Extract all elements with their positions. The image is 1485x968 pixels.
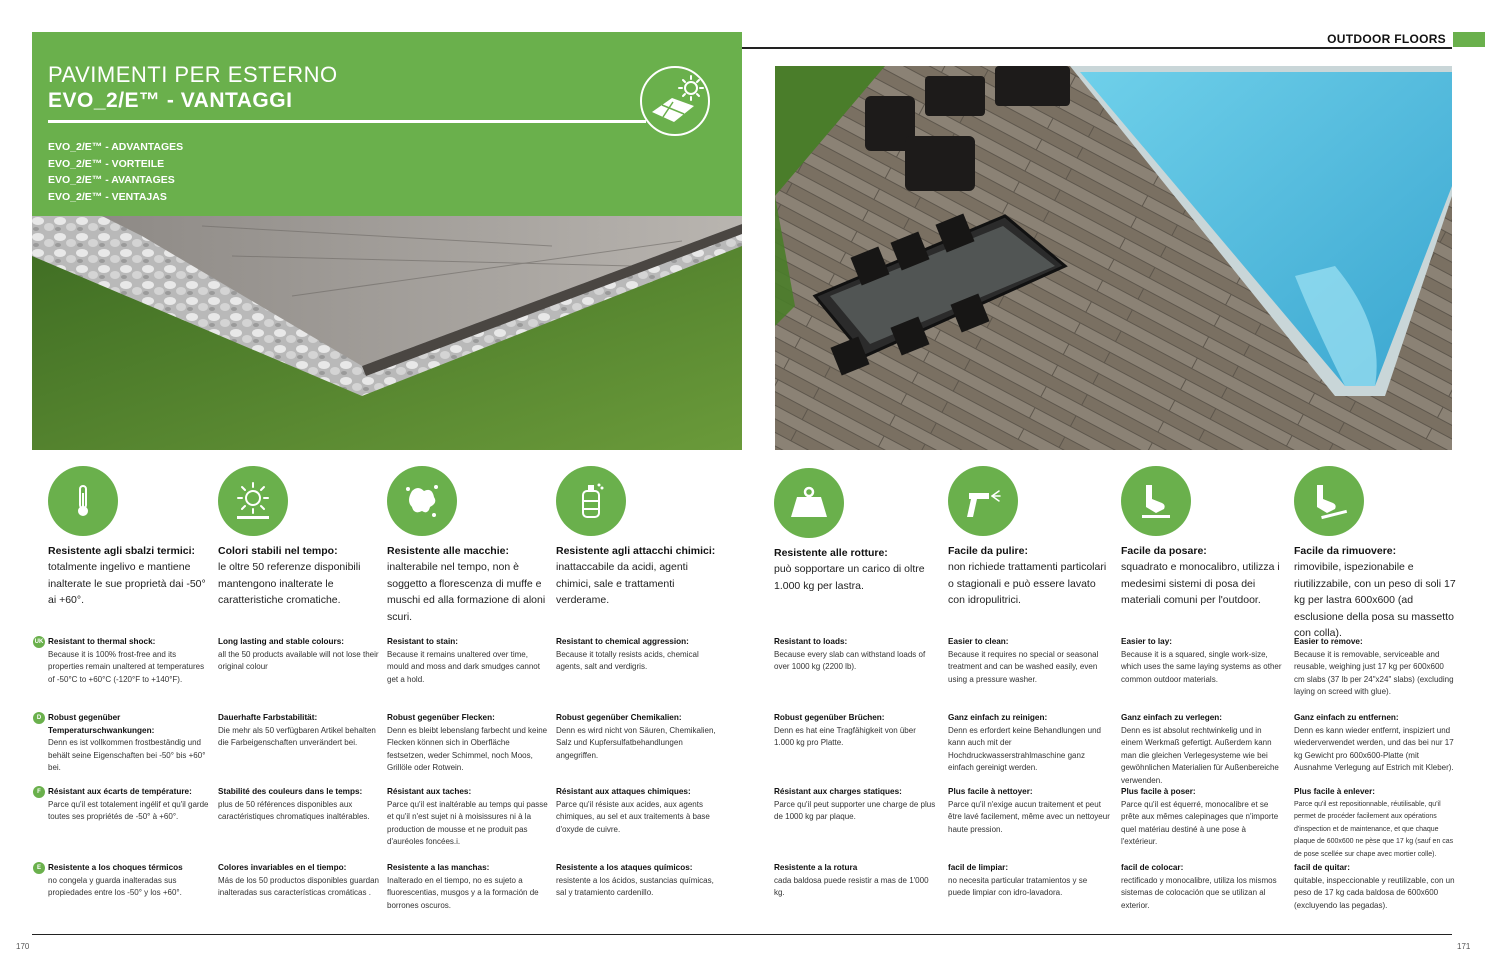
stain-icon <box>387 466 457 536</box>
pool-deck-photo <box>775 66 1452 450</box>
feature-title: Facile da posare: <box>1121 545 1207 557</box>
section-tag: OUTDOOR FLOORS <box>1327 32 1446 46</box>
hero-subtitle: EVO_2/E™ - VANTAGGI <box>48 89 293 112</box>
feature-desc: totalmente ingelivo e mantiene inalterate le sue proprietà dai -50° ai +60°. <box>48 561 206 606</box>
feature-title: Resistente agli sbalzi termici: <box>48 545 196 557</box>
translation-es: Resistente a las manchas: Inalterado en el tiempo, no es sujeto a fluorescentias, musgos y a la formación de borrones oscuros. <box>387 863 539 910</box>
hero-translation: EVO_2/E™ - ADVANTAGES <box>48 141 184 153</box>
section-tag-marker <box>1453 32 1485 47</box>
feature-desc: le oltre 50 referenze disponibili mantengono inalterate le caratteristiche cromatiche. <box>218 561 361 606</box>
translation-de: Ganz einfach zu reinigen: Denn es erfordert keine Behandlungen und kann auch mit der Hochdruckwasserstrahlmaschine ganz einfach gereinigt werden. <box>948 713 1101 772</box>
translation-de: Dauerhafte Farbstabilität: Die mehr als 50 verfügbaren Artikel behalten die Farbeigenschaften unverändert bei. <box>218 713 376 747</box>
translation-fr: Plus facile à enlever: Parce qu'il est repositionnable, réutilisable, qu'il permet de procéder facilement aux opérations d'inspection et de maintenance, et que chaque plaque de 600x600 ne pèse que 17 kg (sauf en cas de pose scellée sur chape avec mortier colle). <box>1294 787 1454 858</box>
translation-uk: Long lasting and stable colours: all the 50 products available will not lose their original colour <box>218 637 379 671</box>
feature-desc: inattaccabile da acidi, agenti chimici, sale e trattamenti verderame. <box>556 561 688 606</box>
translation-de: Ganz einfach zu verlegen: Denn es ist absolut rechtwinkelig und in einem Werkmaß gefertigt. Außerdem kann man die gleichen Verlegesysteme wie bei gewöhnlichen Materialien für Außenbereiche verwenden. <box>1121 713 1279 785</box>
feature-remove <box>1294 466 1462 642</box>
translation-es: Colores invariables en el tiempo: Más de los 50 productos disponibles guardan inalteradas sus características cromáticas . <box>218 863 379 897</box>
translation-es: Resistente a los choques térmicos no congela y guarda inalteradas sus propiedades entre los -50° y los +60°. <box>48 863 183 897</box>
sun-icon <box>218 466 288 536</box>
hero-translations <box>48 139 183 205</box>
translation-fr: Résistant aux charges statiques: Parce qu'il peut supporter une charge de plus de 1000 kg par plaque. <box>774 787 936 821</box>
header-rule <box>742 47 1452 49</box>
translation-es: facil de colocar: rectificado y monocalibre, utiliza los mismos sistemas de colocación que se utilizan al exterior. <box>1121 863 1277 910</box>
lang-badge-es: E <box>33 862 45 874</box>
translation-fr: Plus facile à nettoyer: Parce qu'il n'exige aucun traitement et peut être lavé facilement, même avec un nettoyeur haute pression. <box>948 787 1110 834</box>
feature-chemical <box>556 466 721 609</box>
translation-fr: Résistant aux écarts de température: Parce qu'il est totalement ingélif et qu'il garde toutes ses propriétés de -50° à +60°. <box>48 787 209 821</box>
translation-uk: Resistant to thermal shock: Because it is 100% frost-free and its properties remain unaltered at temperatures of -50°C to +60°C (-120°F to +140°F). <box>48 637 205 684</box>
pressure-washer-icon <box>948 466 1018 536</box>
feature-loads <box>774 468 939 594</box>
page-number-left: 170 <box>16 942 30 951</box>
feature-title: Facile da pulire: <box>948 545 1028 557</box>
lang-badge-de: D <box>33 712 45 724</box>
weight-icon <box>774 468 844 538</box>
translation-de: Robust gegenüber Temperaturschwankungen: Denn es ist vollkommen frostbeständig und behält seine Eigenschaften bei -50° bis +60° bei. <box>48 713 206 772</box>
feature-desc: può sopportare un carico di oltre 1.000 kg per lastra. <box>774 563 925 592</box>
translation-uk: Resistant to loads: Because every slab can withstand loads of over 1000 kg (2200 lb). <box>774 637 926 671</box>
translation-es: facil de quitar: quitable, inspeccionable y reutilizable, con un peso de 17 kg cada baldosa de 600x600 (excluyendo las pegadas). <box>1294 863 1455 910</box>
hero-translation: EVO_2/E™ - VENTAJAS <box>48 190 167 203</box>
feature-title: Resistente alle macchie: <box>387 545 509 557</box>
feature-desc: non richiede trattamenti particolari o stagionali e può essere lavato con idropulitrici. <box>948 561 1107 606</box>
translation-de: Ganz einfach zu entfernen: Denn es kann wieder entfernt, inspiziert und wiederverwendet werden, und das bei nur 17 kg Gewicht pro 600x600-Platte (mit Ausnahme Verlegung auf Estrich mit Kleber). <box>1294 713 1454 772</box>
feature-desc: inalterabile nel tempo, non è soggetto a florescenza di muffe e muschi ed alla formazione di aloni scuri. <box>387 561 546 623</box>
hero-divider <box>48 120 646 123</box>
feature-title: Resistente agli attacchi chimici: <box>556 545 716 557</box>
feature-colours <box>218 466 383 609</box>
feature-thermal <box>48 466 213 609</box>
feature-lay <box>1121 466 1286 609</box>
translation-es: Resistente a los ataques químicos: resistente a los ácidos, sustancias químicas, sal y tratamiento cardenillo. <box>556 863 714 897</box>
feature-title: Colori stabili nel tempo: <box>218 545 338 557</box>
thermometer-icon <box>48 466 118 536</box>
hand-lift-icon <box>1294 466 1364 536</box>
translation-uk: Easier to clean: Because it requires no special or seasonal treatment and can be washed easily, even using a pressure washer. <box>948 637 1099 684</box>
page-number-right: 171 <box>1457 942 1471 951</box>
lang-badge-uk: UK <box>33 636 45 648</box>
translation-fr: Résistant aux attaques chimiques: Parce qu'il résiste aux acides, aux agents chimiques, au sel et aux traitements à base d'oxyde de cuivre. <box>556 787 710 834</box>
feature-title: Facile da rimuovere: <box>1294 545 1397 557</box>
translation-es: Resistente a la rotura cada baldosa puede resistir a mas de 1'000 kg. <box>774 863 929 897</box>
terrace-photo <box>32 216 742 450</box>
outdoor-tile-sun-icon <box>640 66 710 136</box>
lang-badge-fr: F <box>33 786 45 798</box>
translation-de: Robust gegenüber Flecken: Denn es bleibt lebenslang farbecht und keine Flecken können sich in Oberfläche festsetzen, weder Schimmel, noch Moos, Grillöle oder Rotwein. <box>387 713 548 772</box>
feature-desc: rimovibile, ispezionabile e riutilizzabile, con un peso di soli 17 kg per lastra 600x600 (ad esclusione della posa su massetto con colla). <box>1294 561 1456 639</box>
feature-stain <box>387 466 552 625</box>
translation-uk: Easier to remove: Because it is removable, serviceable and reusable, weighing just 17 kg per 600x600 cm slabs (37 lb per 24"x24" slabs) (excluding laying on screed with glue). <box>1294 637 1454 696</box>
hero-translation: EVO_2/E™ - VORTEILE <box>48 157 165 170</box>
translation-uk: Resistant to stain: Because it remains unaltered over time, mould and moss and dark smudges cannot get a hold. <box>387 637 540 684</box>
feature-title: Resistente alle rotture: <box>774 547 888 559</box>
translation-fr: Stabilité des couleurs dans le temps: plus de 50 références disponibles aux caractéristiques chromatiques inaltérables. <box>218 787 370 821</box>
translation-es: facil de limpiar: no necesita particular tratamientos y se puede limpiar con idro-lavadora. <box>948 863 1088 897</box>
translation-fr: Plus facile à poser: Parce qu'il est équerré, monocalibre et se prête aux mêmes calepinages que n'importe quel matériau destiné à une pose à l'extérieur. <box>1121 787 1279 846</box>
translation-uk: Easier to lay: Because it is a squared, single work-size, which uses the same laying systems as other common outdoor materials. <box>1121 637 1282 684</box>
chemical-bottle-icon <box>556 466 626 536</box>
translation-uk: Resistant to chemical aggression: Because it totally resists acids, chemical agents, salt and verdigris. <box>556 637 699 671</box>
footer-rule <box>32 934 1452 935</box>
hand-lay-icon <box>1121 466 1191 536</box>
feature-clean <box>948 466 1113 609</box>
hero-translation: EVO_2/E™ - AVANTAGES <box>48 174 175 186</box>
translation-de: Robust gegenüber Brüchen: Denn es hat eine Tragfähigkeit von über 1.000 kg pro Platte. <box>774 713 916 747</box>
hero-title: PAVIMENTI PER ESTERNO <box>48 62 338 87</box>
translation-de: Robust gegenüber Chemikalien: Denn es wird nicht von Säuren, Chemikalien, Salz und Kupfersulfatbehandlungen angegriffen. <box>556 713 716 760</box>
translation-fr: Résistant aux taches: Parce qu'il est inaltérable au temps qui passe et qu'il n'est sujet ni à moisissures ni à la production de mousse et ne produit pas d'auréoles foncées.i. <box>387 787 548 846</box>
feature-desc: squadrato e monocalibro, utilizza i medesimi sistemi di posa dei materiali comuni per l'outdoor. <box>1121 561 1280 606</box>
